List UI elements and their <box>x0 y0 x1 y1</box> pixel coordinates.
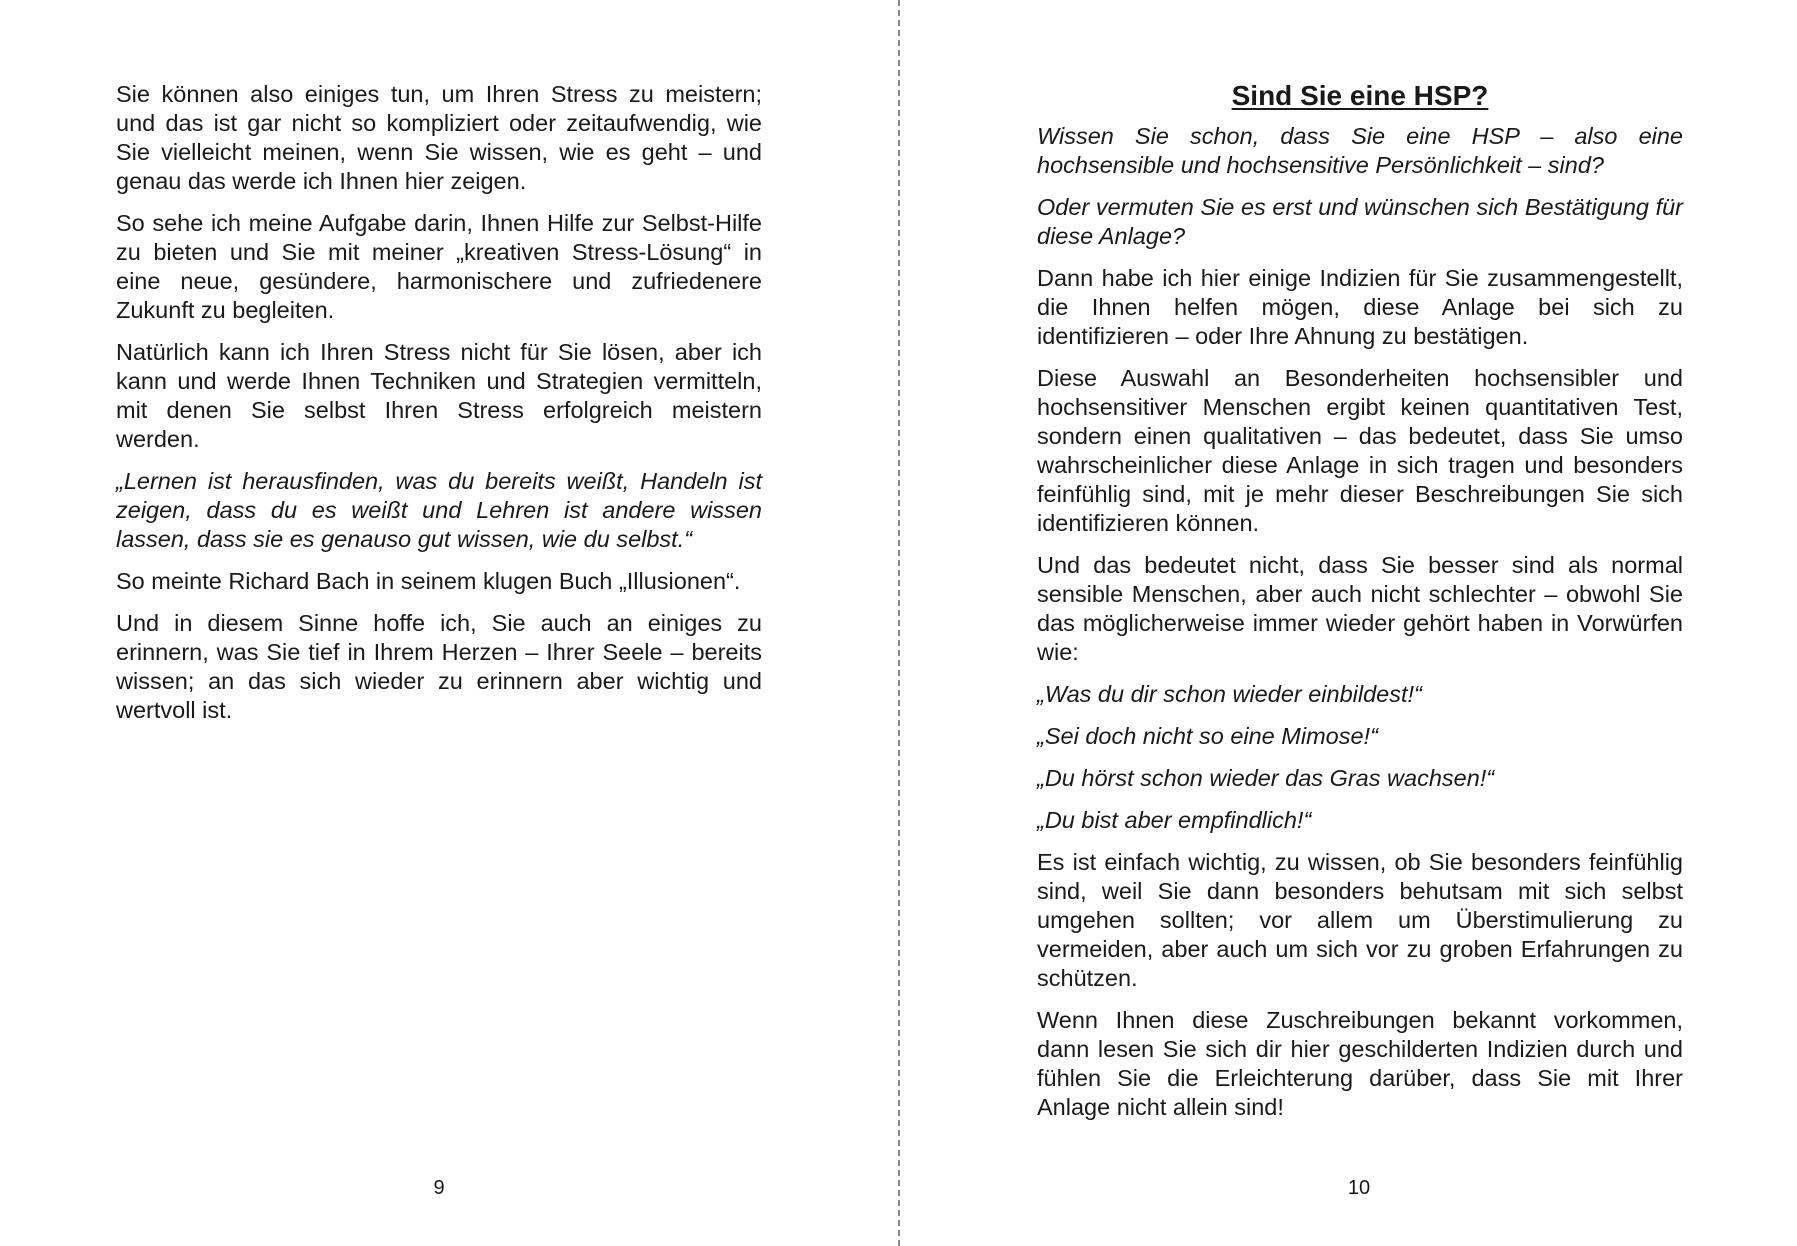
right-paragraph-3: Dann habe ich hier einige Indizien für Sie zusammengestellt, die Ihnen helfen mögen, diese Anlage bei sich zu identifizieren – oder Ihre Ahnung zu bestätigen. <box>1037 265 1683 349</box>
right-paragraph-2: Oder vermuten Sie es erst und wünschen sich Bestätigung für diese Anlage? <box>1037 194 1683 249</box>
left-paragraph-6: Und in diesem Sinne hoffe ich, Sie auch an einiges zu erinnern, was Sie tief in Ihrem Herzen – Ihrer Seele – bereits wissen; an das sich wieder zu erinnern aber wichtig und wertvoll ist. <box>116 610 762 723</box>
left-page-number: 9 <box>433 1177 445 1199</box>
right-paragraph-4: Diese Auswahl an Besonderheiten hochsensibler und hochsensitiver Menschen ergibt keinen quantitativen Test, sondern einen qualitativen – das bedeutet, dass Sie umso wahrscheinlicher diese Anlage in sich tragen und besonders feinfühlig sind, mit je mehr dieser Beschreibungen Sie sich identifizieren können. <box>1037 365 1683 536</box>
page-fold-divider <box>898 0 900 1246</box>
right-paragraph-1: Wissen Sie schon, dass Sie eine HSP – also eine hochsensible und hochsensitive Persönlichkeit – sind? <box>1037 123 1683 178</box>
right-quote-3: „Du hörst schon wieder das Gras wachsen!“ <box>1037 765 1495 791</box>
left-paragraph-2: So sehe ich meine Aufgabe darin, Ihnen Hilfe zur Selbst-Hilfe zu bieten und Sie mit meiner „kreativen Stress-Lösung“ in eine neue, gesündere, harmonischere und zufriedenere Zukunft zu begleiten. <box>116 210 762 323</box>
right-quote-2: „Sei doch nicht so eine Mimose!“ <box>1037 723 1378 749</box>
left-page-body <box>116 80 762 738</box>
right-paragraph-5: Und das bedeutet nicht, dass Sie besser sind als normal sensible Menschen, aber auch nicht schlechter – obwohl Sie das möglicherweise immer wieder gehört haben in Vorwürfen wie: <box>1037 552 1683 665</box>
section-heading: Sind Sie eine HSP? <box>1231 80 1489 111</box>
right-paragraph-10: Es ist einfach wichtig, zu wissen, ob Sie besonders feinfühlig sind, weil Sie dann besonders behutsam mit sich selbst umgehen sollten; vor allem um Überstimulierung zu vermeiden, aber auch um sich vor zu groben Erfahrungen zu schützen. <box>1037 849 1683 991</box>
left-paragraph-3: Natürlich kann ich Ihren Stress nicht für Sie lösen, aber ich kann und werde Ihnen Techniken und Strategien vermitteln, mit denen Sie selbst Ihren Stress erfolgreich meistern werden. <box>116 339 762 452</box>
right-page-number: 10 <box>1347 1177 1371 1199</box>
right-page <box>901 0 1797 1246</box>
left-page <box>0 0 897 1246</box>
right-quote-1: „Was du dir schon wieder einbildest!“ <box>1037 681 1422 707</box>
left-quote-bach: „Lernen ist herausfinden, was du bereits weißt, Handeln ist zeigen, dass du es weißt und Lehren ist andere wissen lassen, dass sie es genauso gut wissen, wie du selbst.“ <box>116 468 762 552</box>
left-paragraph-5: So meinte Richard Bach in seinem klugen Buch „Illusionen“. <box>116 568 741 594</box>
right-page-body <box>1037 80 1683 1135</box>
left-paragraph-1: Sie können also einiges tun, um Ihren Stress zu meistern; und das ist gar nicht so kompliziert oder zeitaufwendig, wie Sie vielleicht meinen, wenn Sie wissen, wie es geht – und genau das werde ich Ihnen hier zeigen. <box>116 81 762 194</box>
right-quote-4: „Du bist aber empfindlich!“ <box>1037 807 1312 833</box>
right-paragraph-11: Wenn Ihnen diese Zuschreibungen bekannt vorkommen, dann lesen Sie sich dir hier geschilderten Indizien durch und fühlen Sie die Erleichterung darüber, dass Sie mit Ihrer Anlage nicht allein sind! <box>1037 1007 1683 1120</box>
